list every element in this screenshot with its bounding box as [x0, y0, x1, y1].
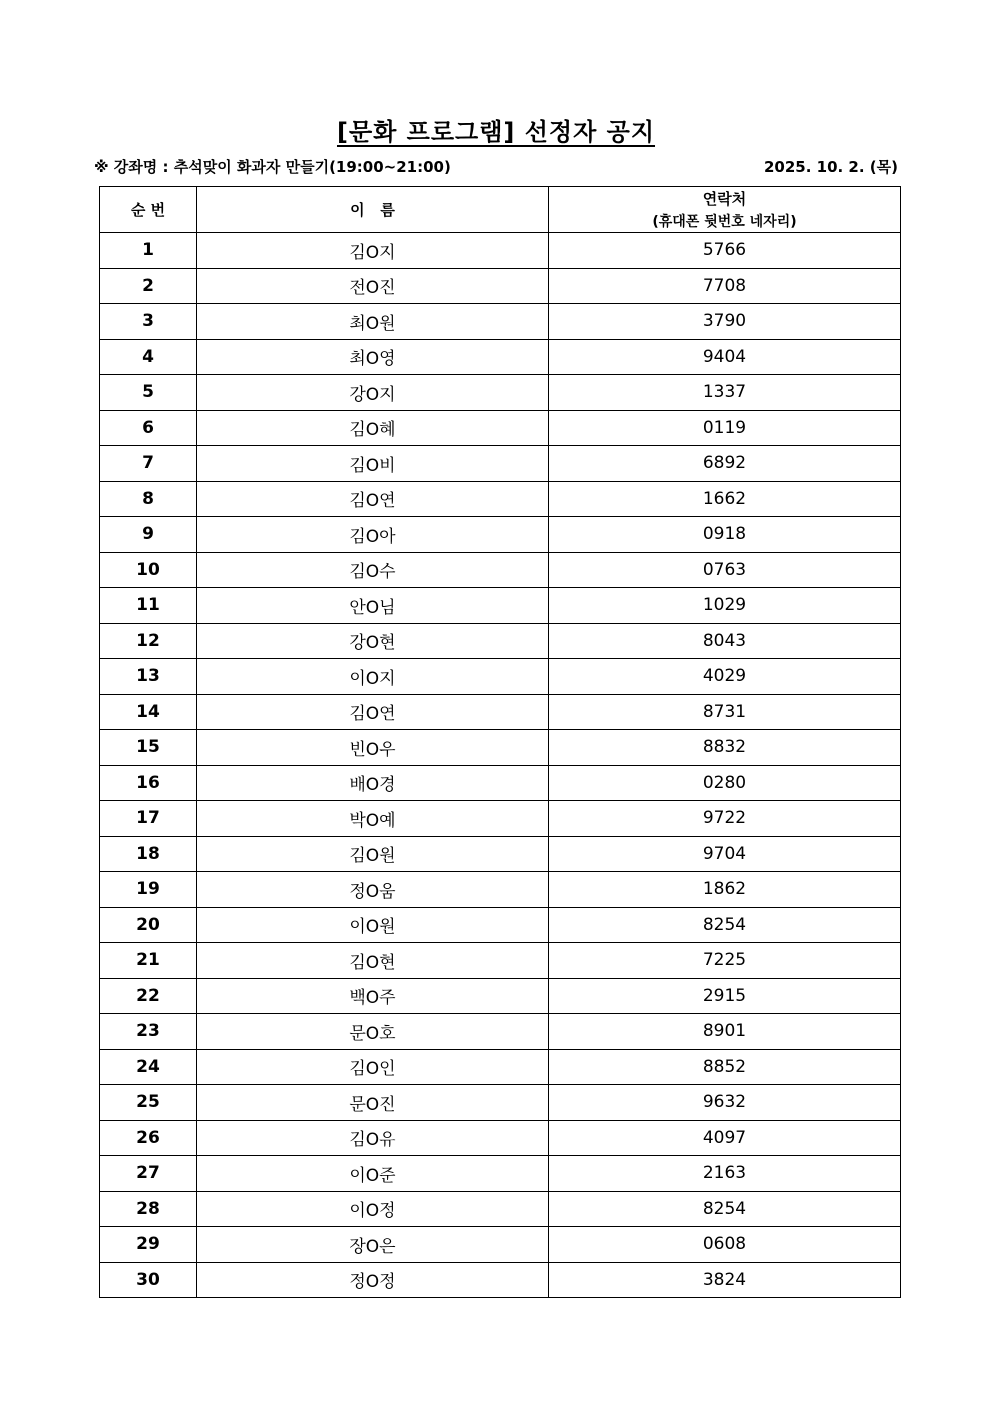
- row-name: 김O인: [197, 1049, 549, 1085]
- row-phone: 0918: [549, 517, 901, 553]
- row-name: 김O혜: [197, 410, 549, 446]
- table-row: [100, 907, 901, 943]
- row-number: 16: [100, 765, 197, 801]
- row-number: 6: [100, 410, 197, 446]
- row-phone: 0119: [549, 410, 901, 446]
- table-row: [100, 1014, 901, 1050]
- row-phone: 8254: [549, 907, 901, 943]
- row-phone: 8832: [549, 730, 901, 766]
- row-phone: 7708: [549, 268, 901, 304]
- row-name: 김O연: [197, 481, 549, 517]
- row-name: 강O지: [197, 375, 549, 411]
- row-phone: 9722: [549, 801, 901, 837]
- row-phone: 2163: [549, 1156, 901, 1192]
- row-name: 김O수: [197, 552, 549, 588]
- table-row: [100, 588, 901, 624]
- row-number: 8: [100, 481, 197, 517]
- table-row: [100, 268, 901, 304]
- row-name: 문O진: [197, 1085, 549, 1121]
- row-phone: 6892: [549, 446, 901, 482]
- header-number: 순 번: [100, 187, 197, 233]
- row-name: 정O움: [197, 872, 549, 908]
- row-number: 15: [100, 730, 197, 766]
- row-name: 장O은: [197, 1227, 549, 1263]
- row-name: 배O경: [197, 765, 549, 801]
- row-number: 30: [100, 1262, 197, 1298]
- row-phone: 3790: [549, 304, 901, 340]
- table-row: [100, 1120, 901, 1156]
- row-name: 최O원: [197, 304, 549, 340]
- row-name: 김O현: [197, 943, 549, 979]
- row-name: 김O비: [197, 446, 549, 482]
- row-name: 김O원: [197, 836, 549, 872]
- row-name: 김O지: [197, 233, 549, 269]
- table-row: [100, 481, 901, 517]
- row-phone: 9632: [549, 1085, 901, 1121]
- row-number: 12: [100, 623, 197, 659]
- table-row: [100, 1191, 901, 1227]
- row-number: 11: [100, 588, 197, 624]
- row-name: 강O현: [197, 623, 549, 659]
- row-phone: 7225: [549, 943, 901, 979]
- row-number: 5: [100, 375, 197, 411]
- table-row: [100, 978, 901, 1014]
- row-number: 25: [100, 1085, 197, 1121]
- row-name: 빈O우: [197, 730, 549, 766]
- row-phone: 8731: [549, 694, 901, 730]
- table-row: [100, 659, 901, 695]
- row-number: 2: [100, 268, 197, 304]
- row-name: 김O아: [197, 517, 549, 553]
- table-row: [100, 943, 901, 979]
- row-name: 전O진: [197, 268, 549, 304]
- table-row: [100, 836, 901, 872]
- notice-date: 2025. 10. 2. (목): [763, 158, 898, 176]
- page-title: [0, 112, 992, 147]
- row-name: 김O연: [197, 694, 549, 730]
- table-row: [100, 339, 901, 375]
- row-phone: 8852: [549, 1049, 901, 1085]
- row-name: 백O주: [197, 978, 549, 1014]
- table-row: [100, 304, 901, 340]
- row-number: 1: [100, 233, 197, 269]
- row-name: 정O정: [197, 1262, 549, 1298]
- row-phone: 3824: [549, 1262, 901, 1298]
- row-phone: 4097: [549, 1120, 901, 1156]
- row-name: 박O예: [197, 801, 549, 837]
- row-phone: 5766: [549, 233, 901, 269]
- table-body: [100, 233, 901, 1298]
- row-name: 안O님: [197, 588, 549, 624]
- row-number: 10: [100, 552, 197, 588]
- table-row: [100, 375, 901, 411]
- row-phone: 0763: [549, 552, 901, 588]
- row-name: 이O원: [197, 907, 549, 943]
- header-contact-sub: (휴대폰 뒷번호 네자리): [652, 214, 797, 230]
- row-phone: 1662: [549, 481, 901, 517]
- row-name: 문O호: [197, 1014, 549, 1050]
- row-name: 김O유: [197, 1120, 549, 1156]
- table-row: [100, 801, 901, 837]
- row-number: 27: [100, 1156, 197, 1192]
- table-row: [100, 623, 901, 659]
- row-phone: 1862: [549, 872, 901, 908]
- row-number: 4: [100, 339, 197, 375]
- header-name: 이 름: [197, 187, 549, 233]
- table-row: [100, 1262, 901, 1298]
- row-number: 26: [100, 1120, 197, 1156]
- row-number: 22: [100, 978, 197, 1014]
- table-row: [100, 694, 901, 730]
- table-row: [100, 765, 901, 801]
- table-row: [100, 1085, 901, 1121]
- table-row: [100, 1156, 901, 1192]
- row-number: 13: [100, 659, 197, 695]
- row-number: 19: [100, 872, 197, 908]
- info-line: [94, 156, 898, 178]
- row-number: 29: [100, 1227, 197, 1263]
- row-number: 7: [100, 446, 197, 482]
- row-number: 24: [100, 1049, 197, 1085]
- table-row: [100, 1227, 901, 1263]
- row-phone: 0608: [549, 1227, 901, 1263]
- row-phone: 2915: [549, 978, 901, 1014]
- row-number: 3: [100, 304, 197, 340]
- row-name: 최O영: [197, 339, 549, 375]
- row-number: 9: [100, 517, 197, 553]
- course-name: ※ 강좌명 : 추석맞이 화과자 만들기(19:00~21:00): [94, 158, 451, 176]
- row-phone: 1337: [549, 375, 901, 411]
- header-contact: [549, 187, 901, 233]
- header-contact-label: 연락처: [702, 190, 747, 208]
- row-phone: 4029: [549, 659, 901, 695]
- row-phone: 9704: [549, 836, 901, 872]
- row-name: 이O준: [197, 1156, 549, 1192]
- row-number: 14: [100, 694, 197, 730]
- table-row: [100, 730, 901, 766]
- row-phone: 8043: [549, 623, 901, 659]
- row-number: 28: [100, 1191, 197, 1227]
- table-row: [100, 233, 901, 269]
- table-row: [100, 446, 901, 482]
- row-number: 20: [100, 907, 197, 943]
- row-phone: 0280: [549, 765, 901, 801]
- row-name: 이O지: [197, 659, 549, 695]
- row-number: 23: [100, 1014, 197, 1050]
- row-phone: 9404: [549, 339, 901, 375]
- table-row: [100, 517, 901, 553]
- selected-participants-table: [99, 186, 901, 1298]
- row-number: 21: [100, 943, 197, 979]
- table-row: [100, 552, 901, 588]
- row-phone: 8254: [549, 1191, 901, 1227]
- row-phone: 1029: [549, 588, 901, 624]
- table-row: [100, 410, 901, 446]
- table-row: [100, 1049, 901, 1085]
- row-number: 18: [100, 836, 197, 872]
- row-name: 이O정: [197, 1191, 549, 1227]
- page-title-text: [문화 프로그램] 선정자 공지: [336, 118, 656, 146]
- row-number: 17: [100, 801, 197, 837]
- row-phone: 8901: [549, 1014, 901, 1050]
- table-row: [100, 872, 901, 908]
- table-header-row: [100, 187, 901, 233]
